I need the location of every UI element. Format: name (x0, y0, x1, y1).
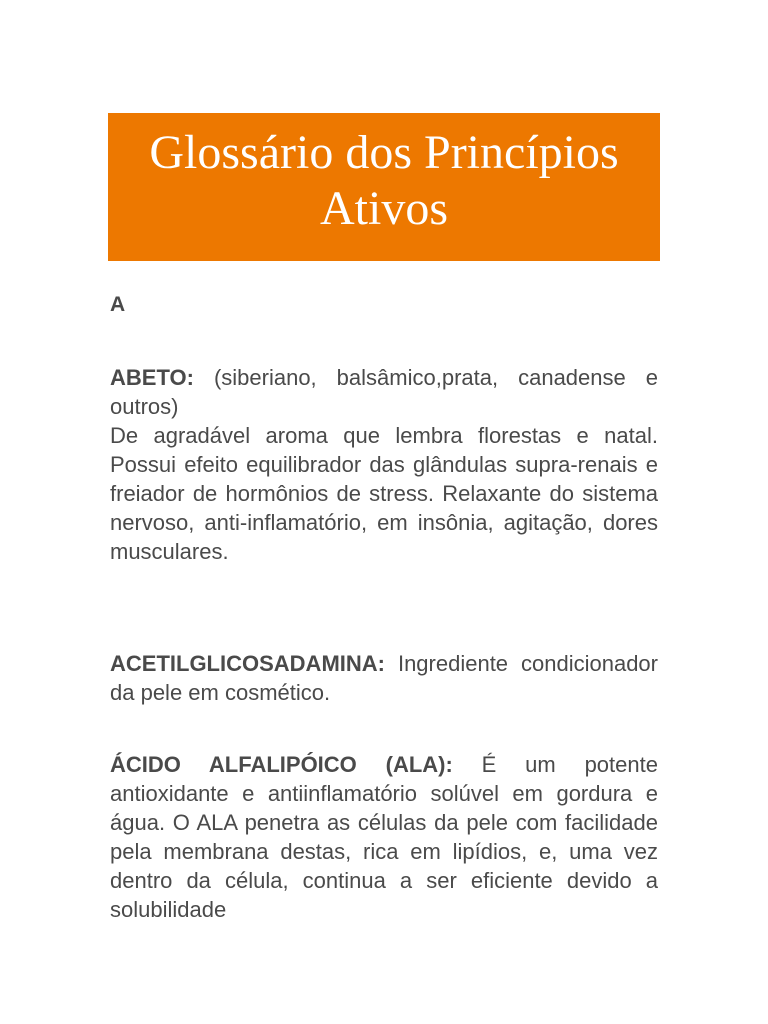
entry-body: Ingrediente condicionador da pele em cosmético. (110, 651, 658, 705)
glossary-title-banner (108, 113, 660, 261)
entry-term: ÁCIDO ALFALIPÓICO (ALA): (110, 752, 453, 777)
entry-text (110, 750, 658, 924)
entry-term: ACETILGLICOSADAMINA: (110, 651, 385, 676)
entry-term: ABETO: (110, 365, 194, 390)
glossary-title-line2: Ativos (319, 182, 448, 235)
entry-body: De agradável aroma que lembra florestas e natal. Possui efeito equilibrador das glândulas supra-renais e freiador de hormônios de stress. Relaxante do sistema nervoso, anti-inflamatório, em insônia, agitação, dores musculares. (110, 423, 658, 564)
glossary-entry-acido-alfalipoico (110, 750, 658, 924)
glossary-entry-acetilglicosadamina (110, 649, 658, 707)
entry-text (110, 649, 658, 707)
entry-heading (110, 363, 658, 421)
entry-subtitle: (siberiano, balsâmico,prata, canadense e outros) (110, 365, 658, 419)
entry-body: É um potente antioxidante e antiinflamatório solúvel em gordura e água. O ALA penetra as células da pele com facilidade pela membrana destas, rica em lipídios, e, uma vez dentro da célula, continua a ser eficiente devido a solubilidade (110, 752, 658, 922)
glossary-title-line1: Glossário dos Princípios (149, 126, 619, 179)
section-letter: A (110, 293, 126, 316)
glossary-entry-abeto (110, 363, 658, 566)
